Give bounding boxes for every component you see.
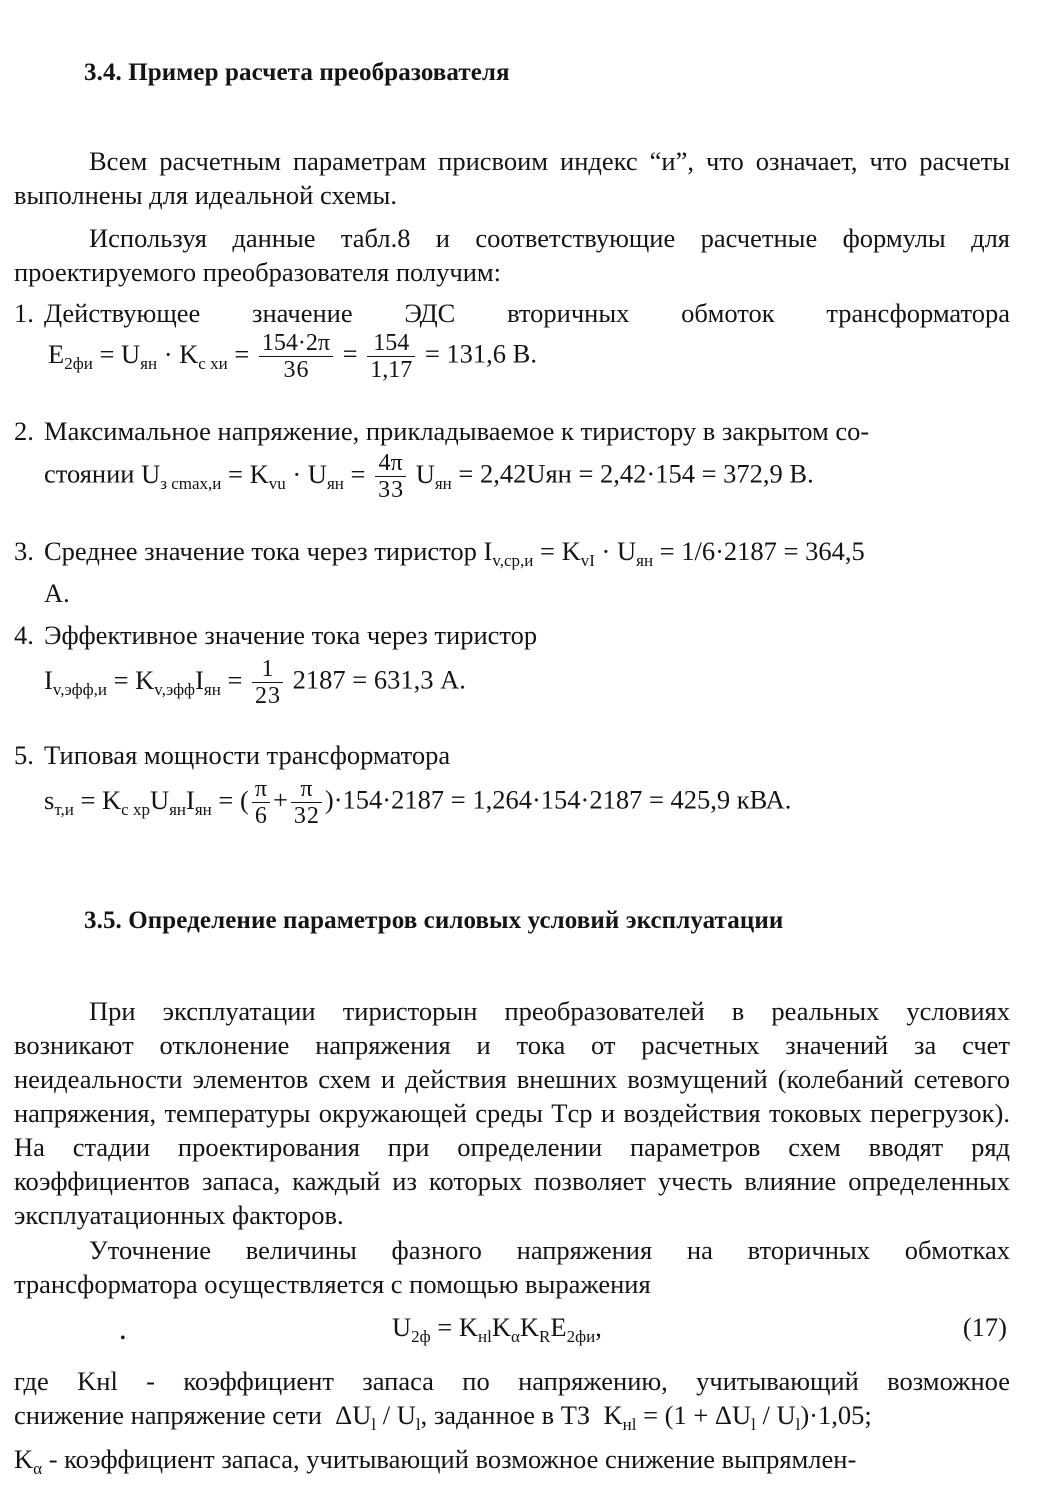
- speck: •: [120, 1330, 126, 1347]
- item-text: Максимальное напряжение, прикладываемое к тиристору в закрытом со-: [44, 416, 870, 446]
- line-2-text: снижение напряжение сети: [14, 1400, 322, 1430]
- formula-result: = 2,42Uян = 2,42·154 = 372,9 В.: [458, 458, 814, 489]
- item-number: 1.: [14, 298, 34, 328]
- formula-iv-eff: $I_{v,эфф,и} = K_{v,эфф}I_{ян}$ = $\frac{1}{23}$ 2187 = 631,3 А.: [44, 656, 466, 709]
- list-item-3: 3. Среднее значение тока через тиристор $I_{v,ср,и} = K_{vI} \cdot U_{ян} = 1/6\cdot 2187 = 364,5$: [14, 536, 865, 570]
- intro-paragraph: Всем расчетным параметрам присвоим индекс “и”, что означает, что расчеты выполнены для идеальной схемы.: [14, 146, 1010, 210]
- section-heading-3-5: 3.5. Определение параметров силовых условий эксплуатации: [84, 907, 784, 934]
- formula-result: ·154·2187 = 1,264·154·2187 = 425,9 кВА.: [333, 784, 792, 815]
- list-item-2: [14, 414, 1010, 448]
- item-text: Эффективное значение тока через тиристор: [44, 620, 538, 650]
- formula-result: 2187 = 631,3 А.: [292, 664, 466, 695]
- line-3-text: - коэффициент запаса, учитывающий возможное снижение выпрямлен-: [48, 1444, 857, 1474]
- formula-st: $s_{т,и} = K_{c xp}U_{ян}I_{ян}$ = ( $\frac{\pi}{6}$ + $\frac{\pi}{32}$ )·154·2187 = 1,264·154·2187 = 425,9 кВА.: [44, 776, 792, 829]
- intro-paragraph-2: Используя данные табл.8 и соответствующие расчетные формулы для проектируемого преобразователя получим:: [14, 223, 1010, 287]
- equation-17: $U_{2ф} = K_{нl}K_\alpha K_RE_{2фи}$,: [392, 1312, 602, 1346]
- line-2-text-b: , заданное в ТЗ: [420, 1400, 591, 1430]
- item-3-unit: А.: [44, 578, 70, 608]
- formula-e2fi: $E_{2фи} = U_{ян} \cdot K_{c xи}$ = $\frac{154\cdot 2\pi}{36}$ = $\frac{154}{1,17}$ = 131,6 В.: [48, 330, 537, 383]
- item-number: 2.: [14, 416, 34, 446]
- item-text: Типовая мощности трансформатора: [44, 740, 451, 770]
- last-paragraph-line-2: снижение напряжение сети $\Delta U_l / U_l$, заданное в ТЗ $K_{нl} = (1 + \Delta U_l / U_l)\cdot 1,05$;: [14, 1400, 872, 1434]
- item-number: 3.: [14, 536, 34, 566]
- equation-number: (17): [962, 1312, 1007, 1342]
- paragraph-3-5b: Уточнение величины фазного напряжения на вторичных обмотках трансформатора осуществляется с помощью выражения: [14, 1235, 1010, 1299]
- list-item-1: [14, 296, 1010, 330]
- item-text: Действующее значение ЭДС вторичных обмоток трансформатора: [44, 298, 1010, 328]
- item-text-continued: стоянии: [44, 458, 135, 489]
- formula-u3max: стоянии $U_{з cmax,и} = K_{vu} \cdot U_{ян}$ = $\frac{4\pi}{33}$ $U_{ян} = 2,42Uян = 2,42\cdot 154 = 372,9$ В.: [44, 450, 814, 503]
- last-paragraph-line-3: $K_\alpha$ - коэффициент запаса, учитывающий возможное снижение выпрямлен-: [14, 1444, 857, 1478]
- item-number: 5.: [14, 740, 34, 770]
- list-item-4: [14, 618, 1010, 652]
- last-paragraph: [14, 1364, 1010, 1486]
- list-item-5: [14, 738, 1010, 772]
- formula-result: = 131,6 В.: [424, 338, 537, 369]
- paragraph-3-5a: При эксплуатации тиристорын преобразователей в реальных условиях возникают отклонение напряжения и тока от расчетных значений за счет неидеальности элементов схем и действия внешних возмущений (колебаний сетевого напряжения, температуры окружающей среды Tср и воздействия токовых перегрузок). На стадии проектирования при определении параметров схем вводят ряд коэффициентов запаса, каждый из которых позволяет учесть влияние определенных эксплуатационных факторов.: [14, 996, 1010, 1230]
- formula-result: = 1/6·2187 = 364,5: [659, 536, 865, 566]
- section-heading-3-4: 3.4. Пример расчета преобразователя: [84, 59, 510, 86]
- item-number: 4.: [14, 620, 34, 650]
- item-text: Среднее значение тока через тиристор: [44, 536, 477, 566]
- last-paragraph-line-1: где Kнl - коэффициент запаса по напряжению, учитывающий возможное: [14, 1366, 1010, 1396]
